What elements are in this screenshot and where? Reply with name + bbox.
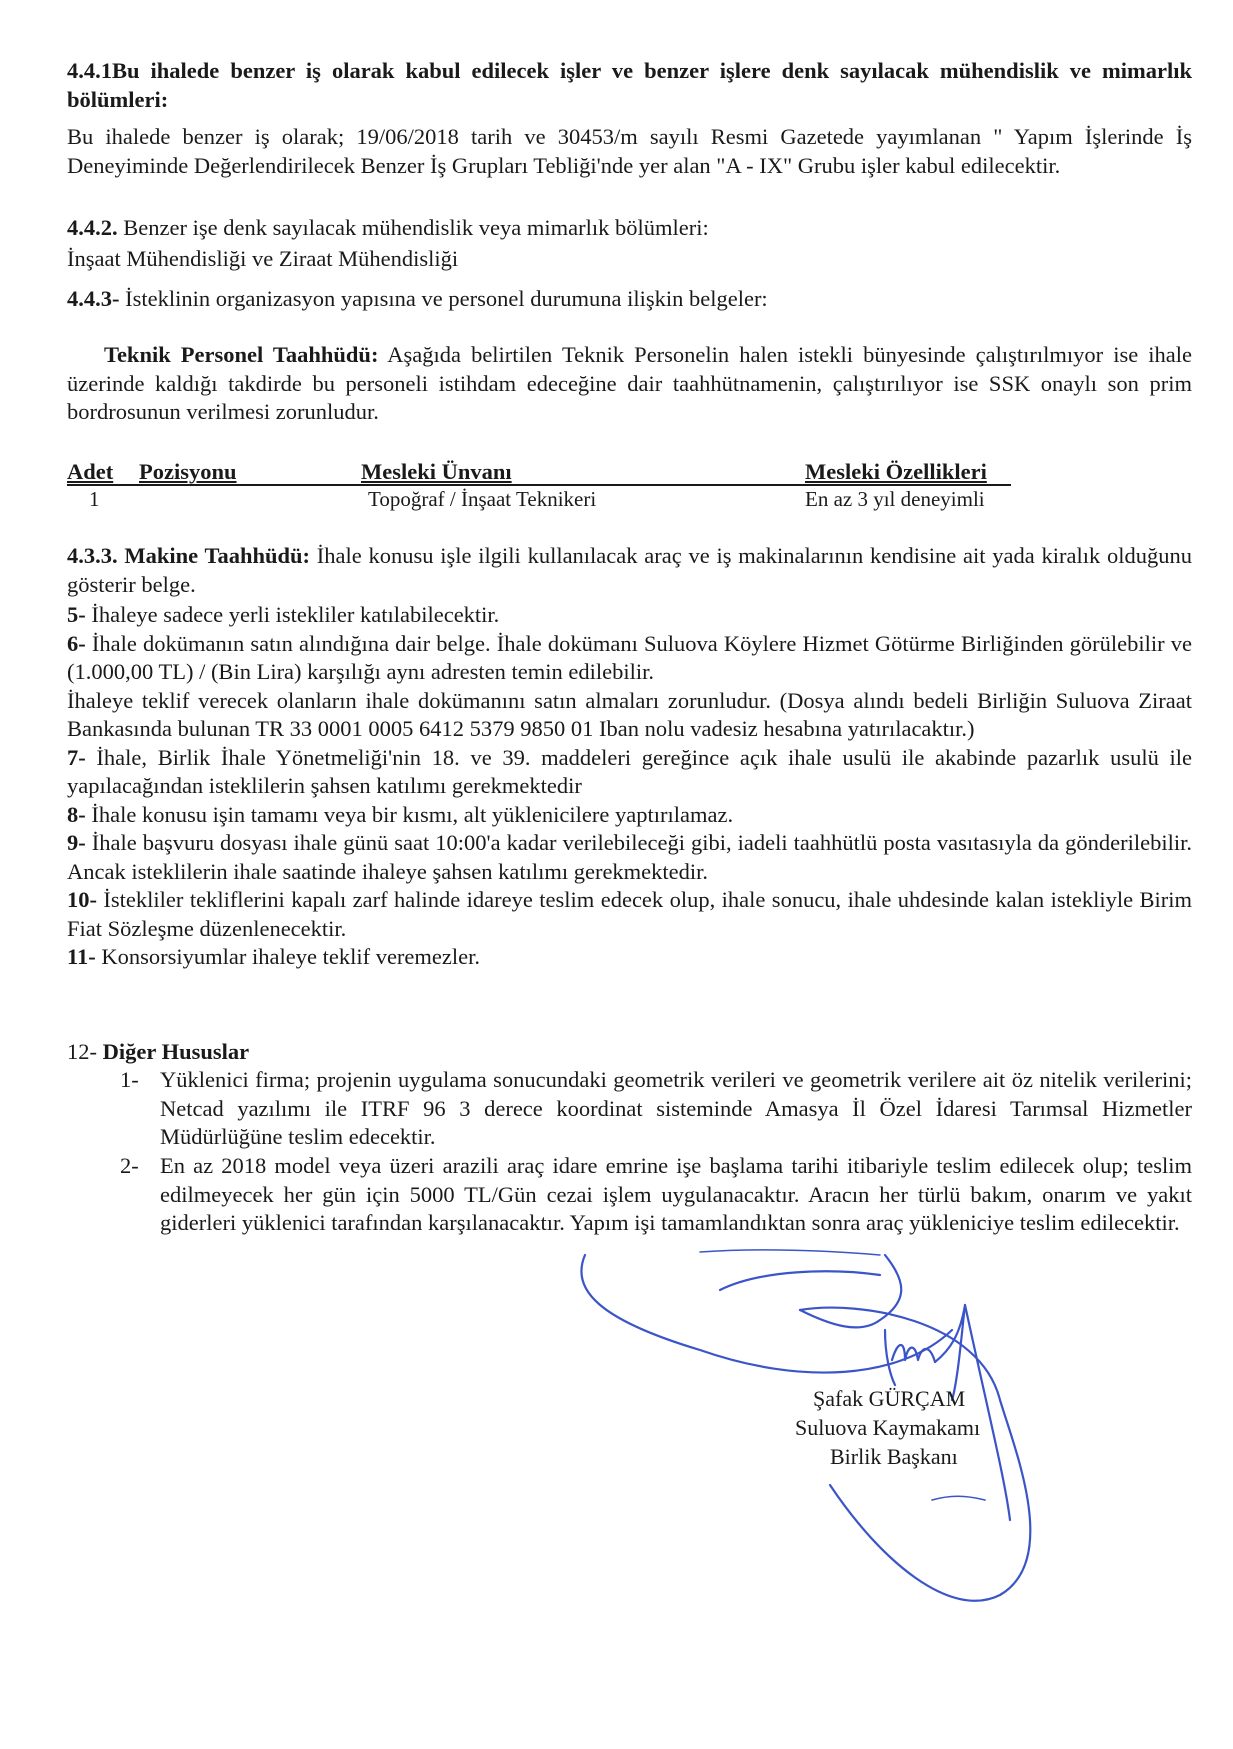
section-number: 12- [67, 1039, 97, 1064]
item-number: 5- [67, 602, 86, 627]
teknik-personel-text: Aşağıda belirtilen Teknik Personelin halen istekli bünyesinde çalıştırılmıyor ise ihale üzerinde kaldığı takdirde bu personeli istihdam edeceğine dair taahhütnamenin, çalıştırılıyor ise SSK onaylı son prim bordrosunun verilmesi zorunludur. [67, 342, 1192, 424]
col-header-adet: Adet [67, 459, 114, 484]
item-number: 10- [67, 887, 97, 912]
item-number: 6- [67, 630, 86, 656]
section-heading-text: Bu ihalede benzer iş olarak kabul edilecek işler ve benzer işlere denk sayılacak mühendislik ve mimarlık bölümleri: [67, 58, 1192, 112]
item-text: İstekliler tekliflerini kapalı zarf halinde idareye teslim edecek olup, ihale sonucu, ihale uhdesinde kalan istekliyle Birim Fiat Sözleşme düzenlenecektir. [67, 887, 1192, 941]
signatory-role: Birlik Başkanı [830, 1444, 958, 1469]
item-text: İhaleye teklif verecek olanların ihale dokümanını satın almaları zorunludur. (Dosya alındı bedeli Birliğin Suluova Ziraat Bankasında bulunan TR 33 0001 0005 6412 5379 9850 01 Iban nolu vadesiz hesabına yatırılacaktır.) [67, 687, 1192, 741]
teknik-personel-heading: Teknik Personel Taahhüdü: [104, 342, 379, 367]
col-header-unvan: Mesleki Ünvanı [361, 459, 512, 484]
section-number: 4.4.1 [67, 58, 112, 83]
item-text: Konsorsiyumlar ihaleye teklif veremezler. [95, 944, 481, 969]
section-number: 4.4.2. [67, 215, 118, 240]
col-header-ozellik: Mesleki Özellikleri [805, 459, 987, 484]
item-number: 7- [67, 744, 86, 770]
section-number: 4.4.3- [67, 286, 120, 311]
item-number: 2- [120, 1153, 139, 1178]
item-text: İhale, Birlik İhale Yönetmeliği'nin 18. ve 39. maddeleri gereğince açık ihale usulü ile akabinde pazarlık usulü ile yapılacağından isteklilerin şahsen katılımı gerekmektedir [67, 744, 1192, 798]
section-heading: 4.3.3. Makine Taahhüdü: [67, 543, 311, 568]
item-text: İhale konusu işin tamamı veya bir kısmı, alt yüklenicilere yaptırılamaz. [85, 801, 734, 827]
section-text: İsteklinin organizasyon yapısına ve personel durumuna ilişkin belgeler: [119, 286, 768, 311]
section-text: İhale konusu işle ilgili kullanılacak araç ve iş makinalarının kendisine ait yada kiralık olduğunu gösterir belge. [67, 543, 1192, 597]
cell-ozellik: En az 3 yıl deneyimli [805, 487, 985, 511]
cell-unvan: Topoğraf / İnşaat Teknikeri [368, 487, 597, 511]
item-text: Yüklenici firma; projenin uygulama sonucundaki geometrik verileri ve geometrik verilere ait öz nitelik verilerini; Netcad yazılımı ile ITRF 96 3 derece koordinat sisteminde Amasya İl Özel İdaresi Tarımsal Hizmetler Müdürlüğüne teslim edecektir. [160, 1067, 1192, 1149]
cell-adet: 1 [89, 487, 100, 511]
section-heading-text: Diğer Hususlar [97, 1039, 250, 1064]
col-header-pozisyon: Pozisyonu [139, 459, 237, 484]
signatory-title: Suluova Kaymakamı [795, 1415, 981, 1440]
item-text: En az 2018 model veya üzeri arazili araç idare emrine işe başlama tarihi itibariyle teslim edilecek olup; teslim edilmeyecek her gün için 5000 TL/Gün cezai işlem uygulanacaktır. Aracın her türlü bakım, onarım ve yakıt giderleri yüklenici tarafından karşılanacaktır. Yapım işi tamamlandıktan sonra araç yükleniciye teslim edilecektir. [160, 1153, 1192, 1235]
section-4-4-1-body: Bu ihalede benzer iş olarak; 19/06/2018 tarih ve 30453/m sayılı Resmi Gazetede yayımlanan " Yapım İşlerinde İş Deneyiminde Değerlendirilecek Benzer İş Grupları Tebliği'nde yer alan "A - IX" Grubu işler kabul edilecektir. [67, 124, 1192, 178]
item-number: 9- [67, 830, 86, 855]
item-text: İhale dokümanın satın alındığına dair belge. İhale dokümanı Suluova Köylere Hizmet Götürme Birliğinden görülebilir ve (1.000,00 TL) / (Bin Lira) karşılığı aynı adresten temin edilebilir. [67, 630, 1192, 684]
section-text: Benzer işe denk sayılacak mühendislik veya mimarlık bölümleri: [117, 215, 709, 240]
section-4-4-2-body: İnşaat Mühendisliği ve Ziraat Mühendisliği [67, 246, 459, 271]
signatory-name: Şafak GÜRÇAM [813, 1386, 966, 1411]
item-number: 11- [67, 944, 96, 969]
item-text: İhale başvuru dosyası ihale günü saat 10:00'a kadar verilebileceği gibi, iadeli taahhütlü posta vasıtasıyla da gönderilebilir. Ancak isteklilerin ihale saatinde ihaleye şahsen katılımı gerekmektedir. [67, 830, 1192, 884]
item-text: İhaleye sadece yerli istekliler katılabilecektir. [85, 602, 500, 627]
item-number: 8- [67, 801, 86, 827]
item-number: 1- [120, 1067, 139, 1092]
